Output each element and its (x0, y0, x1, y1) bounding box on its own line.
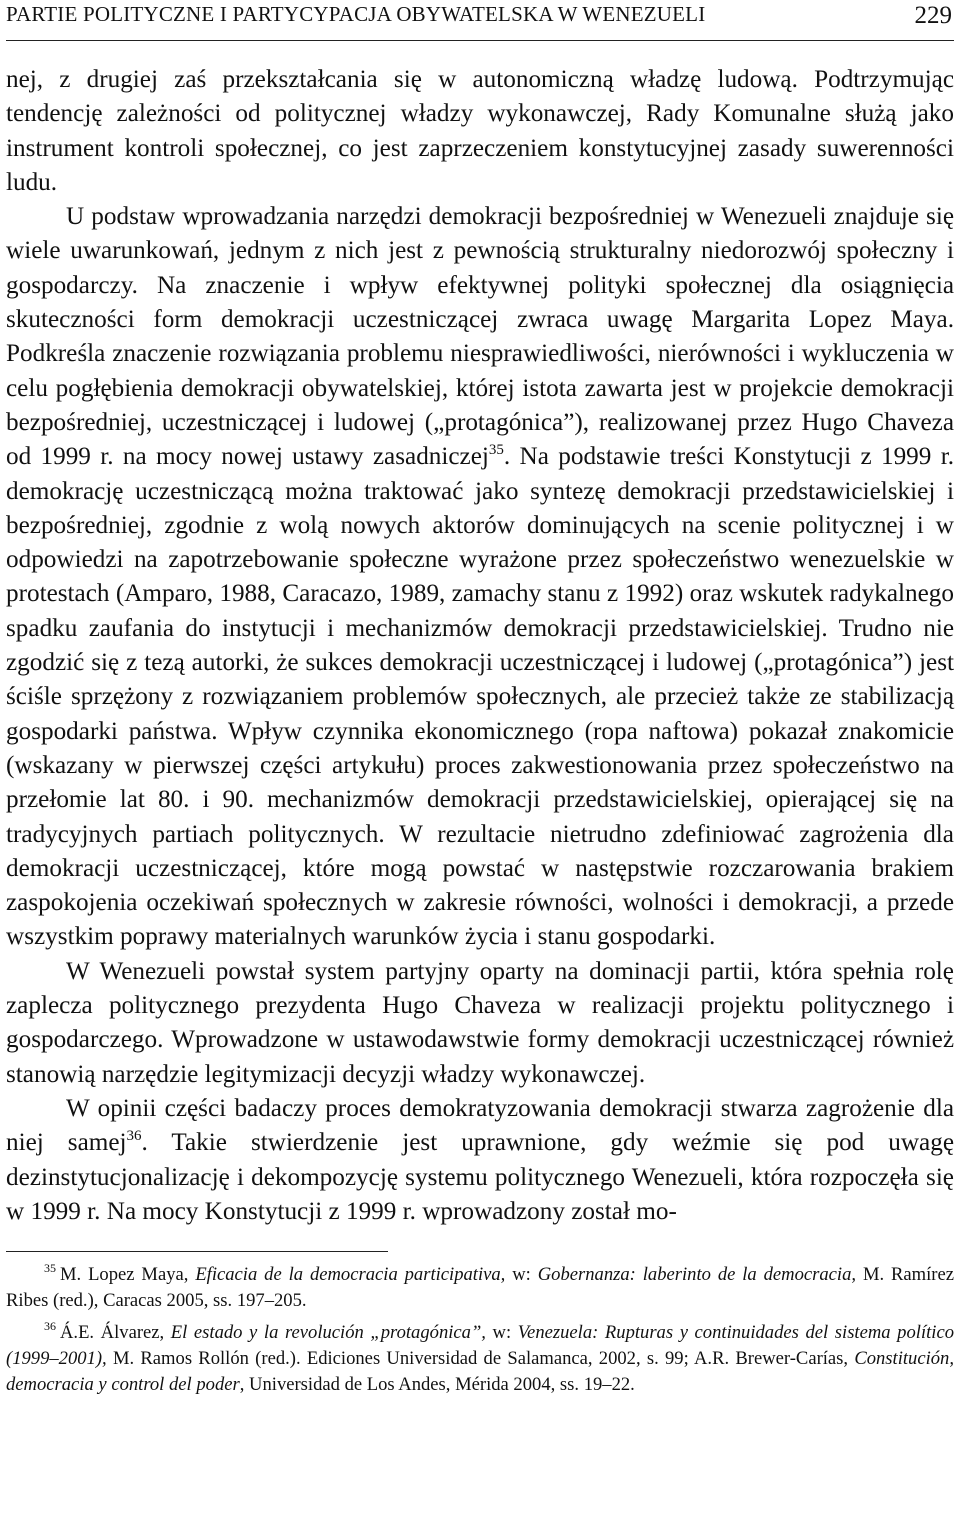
footnote-number: 35 (44, 1261, 56, 1276)
footnote-ref-36[interactable]: 36 (126, 1128, 142, 1145)
paragraph-1: nej, z drugiej zaś przekształcania się w autonomiczną władzę ludową. Podtrzymując tendencję zależności od politycznej władzy wykonawczej, Rady Komunalne służą jako instrument kontroli społecznej, co jest zaprzeczeniem konstytucyjnej zasady suwerenności ludu. (6, 66, 954, 196)
paragraph-4-part-1: W opinii części badaczy proces demokratyzowania demokracji stwarza zagrożenie dla niej samej (6, 1094, 954, 1157)
footnotes (6, 1262, 954, 1398)
footnote-title: El estado y la revolución „protagónica”, (170, 1322, 486, 1344)
footnote-text: M. Ramírez Ribes (red.), Caracas 2005, ss. 197–205. (6, 1264, 954, 1312)
footnote-36 (6, 1320, 954, 1398)
paragraph-2-part-2: . Na podstawie treści Konstytucji z 1999 r. demokrację uczestniczącą można traktować jako syntezę demokracji przedstawicielskiej i bezpośredniej, zgodnie z wolą nowych aktorów dominujących na scenie politycznej i w odpowiedzi na zapotrzebowanie społeczne wyrażone przez społeczeństwo wenezuelskie w protestach (Amparo, 1988, Caracazo, 1989, zamachy stanu z 1992) oraz wskutek radykalnego spadku zaufania do instytucji i mechanizmów demokracji przedstawicielskiej. Trudno nie zgodzić się z tezą autorki, że sukces demokracji uczestniczącej i ludowej („protagónica”) jest ściśle sprzężony z rozwiązaniem problemów społecznych, ale przecież także ze stabilizacją gospodarki państwa. Wpływ czynnika ekonomicznego (ropa naftowa) pokazał znakomicie (wskazany w pierwszej części artykułu) proces zakwestionowania przez społeczeństwo na przełomie lat 80. i 90. mechanizmów demokracji przedstawicielskiej, opierającej się na tradycyjnych partiach politycznych. W rezultacie nietrudno zdefiniować zagrożenia dla demokracji uczestniczącej, które mogą powstać w następstwie rozczarowania brakiem zaspokojenia oczekiwań społecznych w zakresie równości, wolności i demokracji, a przede wszystkim poprawy materialnych warunków życia i stanu gospodarki. (6, 443, 954, 951)
footnote-source-title: Gobernanza: laberinto de la democracia, (537, 1264, 857, 1286)
footnote-title: Eficacia de la democracia participativa, (195, 1264, 506, 1286)
footnote-text: M. Ramos Rollón (red.). Ediciones Universidad de Salamanca, 2002, s. 99; A.R. Brewer-Carías, (106, 1348, 855, 1370)
footnote-title: Constitución, democracia y control del poder (6, 1348, 954, 1396)
footnote-text: M. Lopez Maya, (60, 1264, 196, 1286)
paragraph-4 (6, 1092, 954, 1229)
footnote-text: w: (505, 1264, 538, 1286)
paragraph-3: W Wenezueli powstał system partyjny oparty na dominacji partii, która spełnia rolę zaplecza politycznego prezydenta Hugo Chaveza w realizacji projektu politycznego i gospodarczego. Wprowadzone w ustawodawstwie formy demokracji uczestniczącej również stanowią narzędzie legitymizacji decyzji władzy wykonawczej. (6, 957, 954, 1088)
footnote-text: , Universidad de Los Andes, Mérida 2004, ss. 19–22. (239, 1374, 635, 1396)
footnote-ref-35[interactable]: 35 (488, 442, 504, 459)
paragraph-4-part-2: . Takie stwierdzenie jest uprawnione, gdy weźmie się pod uwagę dezinstytucjonalizację i dekompozycję systemu politycznego Wenezueli, która rozpoczęła się w 1999 r. Na mocy Konstytucji z 1999 r. wprowadzony został mo- (6, 1129, 954, 1225)
document-page (6, 0, 954, 1404)
footnote-35 (6, 1262, 954, 1314)
footnote-source-title: Venezuela: Rupturas y continuidades del sistema político (1999–2001), (6, 1322, 954, 1370)
running-header-title: PARTIE POLITYCZNE I PARTYCYPACJA OBYWATELSKA W WENEZUELI (6, 2, 706, 26)
footnote-text: Á.E. Álvarez, (60, 1322, 171, 1344)
page-number: 229 (914, 2, 952, 29)
paragraph-2-part-1: U podstaw wprowadzania narzędzi demokracji bezpośredniej w Wenezueli znajduje się wiele uwarunkowań, jednym z nich jest z pewnością strukturalny niedorozwój społeczny i gospodarczy. Na znaczenie i wpływ efektywnej polityki społecznej dla osiągnięcia skuteczności form demokracji uczestniczącej zwraca uwagę Margarita Lopez Maya. Podkreśla znaczenie rozwiązania problemu niesprawiedliwości, nierówności i wykluczenia w celu pogłębienia demokracji obywatelskiej, której istota zawarta jest w projekcie demokracji bezpośredniej, uczestniczącej i ludowej („protagónica”), realizowanej przez Hugo Chaveza od 1999 r. na mocy nowej ustawy zasadniczej (6, 203, 954, 471)
footnote-divider (6, 1251, 388, 1252)
footnote-number: 36 (44, 1319, 56, 1334)
footnote-text: w: (485, 1322, 518, 1344)
body-text (6, 63, 954, 1229)
paragraph-2 (6, 200, 954, 955)
running-header (6, 0, 954, 41)
